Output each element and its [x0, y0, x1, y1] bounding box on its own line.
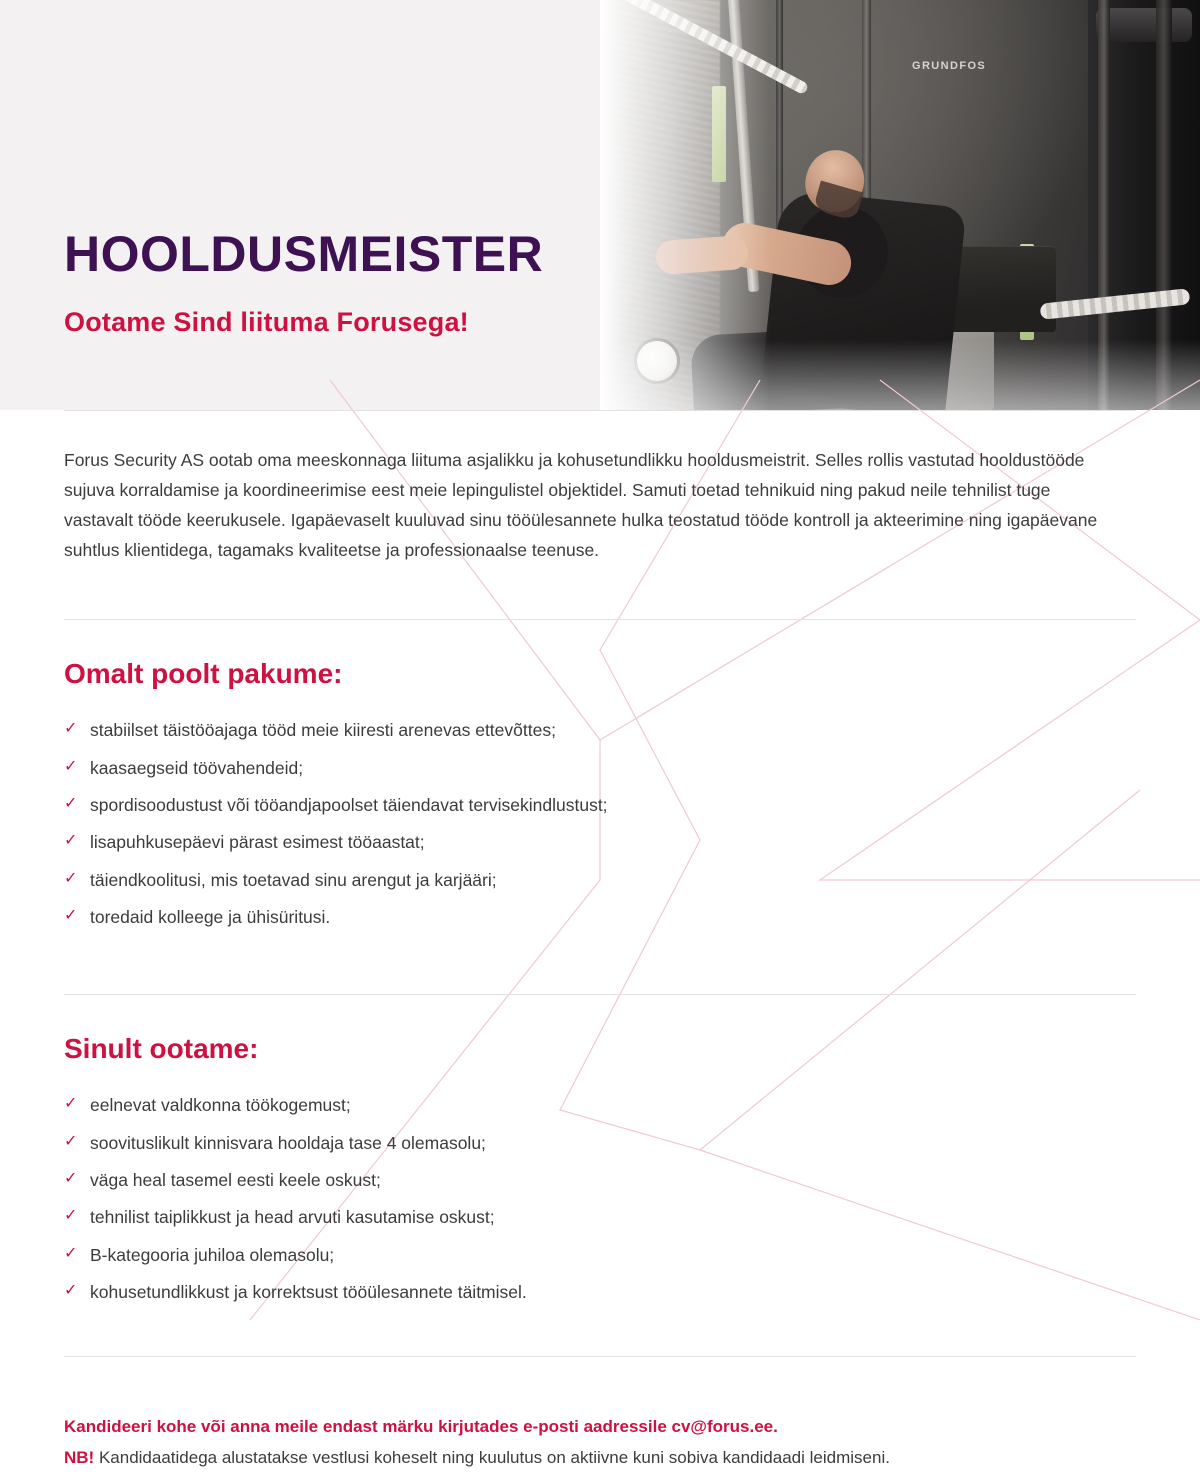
offer-list: [64, 716, 1136, 931]
spacer: [64, 565, 1136, 619]
apply-cta-suffix: .: [773, 1416, 778, 1436]
check-icon: ✓: [64, 1282, 78, 1300]
list-item-label: kohusetundlikkust ja korrektsust tööülesannete täitmisel.: [90, 1282, 527, 1303]
check-icon: ✓: [64, 907, 78, 925]
check-icon: ✓: [64, 1170, 78, 1188]
check-icon: ✓: [64, 795, 78, 813]
list-item-label: väga heal tasemel eesti keele oskust;: [90, 1170, 381, 1191]
list-item-label: toredaid kolleege ja ühisüritusi.: [90, 907, 331, 928]
list-item-label: täiendkoolitusi, mis toetavad sinu arengut ja karjääri;: [90, 869, 497, 890]
job-ad-content: [0, 410, 1200, 1472]
hero-photo: [600, 0, 1200, 410]
list-item-label: eelnevat valdkonna töökogemust;: [90, 1095, 351, 1116]
list-item: [64, 754, 1136, 782]
list-item-label: tehnilist taiplikkust ja head arvuti kasutamise oskust;: [90, 1207, 495, 1228]
page-title: HOOLDUSMEISTER: [64, 226, 544, 282]
list-item: [64, 1278, 1136, 1306]
apply-cta: [64, 1413, 1136, 1441]
photo-bottom-fade: [600, 340, 1200, 410]
email-link[interactable]: cv@forus.ee: [671, 1416, 774, 1436]
check-icon: ✓: [64, 832, 78, 850]
nb-label: NB!: [64, 1447, 95, 1467]
pump-brand-label: GRUNDFOS: [912, 60, 987, 72]
list-item-label: kaasaegseid töövahendeid;: [90, 757, 304, 778]
section-offer-title: Omalt poolt pakume:: [64, 658, 343, 690]
nb-note: [64, 1444, 1136, 1472]
apply-cta-text: Kandideeri kohe või anna meile endast märku kirjutades e-posti aadressile: [64, 1416, 672, 1436]
section-expect: [64, 1033, 1136, 1306]
list-item: [64, 791, 1136, 819]
list-item: [64, 1203, 1136, 1231]
check-icon: ✓: [64, 869, 78, 887]
list-item-label: B-kategooria juhiloa olemasolu;: [90, 1244, 335, 1265]
divider: [64, 410, 1136, 411]
intro-paragraph: Forus Security AS ootab oma meeskonnaga liituma asjalikku ja kohusetundlikku hooldusmeistrit. Selles rollis vastutad hooldustööde sujuva korraldamise ja koordineerimise eest meie lepingulistel objektidel. Samuti toetad tehnikuid ning pakud neile tehnilist tuge vastavalt tööde keerukusele. Igapäevaselt kuuluvad sinu tööülesannete hulka teostatud tööde kontroll ja akteerimine ning igapäevane suhtlus klientidega, tagamaks kvaliteetse ja professionaalse teenuse.: [64, 450, 1098, 561]
divider: [64, 619, 1136, 620]
check-icon: ✓: [64, 1207, 78, 1225]
check-icon: ✓: [64, 1095, 78, 1113]
divider: [64, 994, 1136, 995]
section-expect-title: Sinult ootame:: [64, 1033, 259, 1065]
list-item: [64, 1129, 1136, 1157]
spacer: [64, 1316, 1136, 1356]
footer-contact: [64, 1387, 1136, 1472]
nb-text: Kandidaatidega alustatakse vestlusi koheselt ning kuulutus on aktiivne kuni sobiva kandidaadi leidmiseni.: [94, 1447, 890, 1467]
expect-list: [64, 1091, 1136, 1306]
hero-text-block: [64, 228, 543, 338]
spacer: [64, 940, 1136, 994]
check-icon: ✓: [64, 757, 78, 775]
section-offer: [64, 658, 1136, 931]
list-item: [64, 1166, 1136, 1194]
list-item-label: lisapuhkusepäevi pärast esimest tööaastat;: [90, 832, 425, 853]
list-item-label: spordisoodustust või tööandjapoolset täiendavat tervisekindlustust;: [90, 795, 608, 816]
page-subtitle: Ootame Sind liituma Forusega!: [64, 307, 469, 337]
divider: [64, 1356, 1136, 1357]
list-item: [64, 716, 1136, 744]
check-icon: ✓: [64, 1244, 78, 1262]
list-item: [64, 1091, 1136, 1119]
tank-top-fitting: [1096, 8, 1192, 42]
list-item: [64, 866, 1136, 894]
hero-banner: [0, 0, 1200, 410]
list-item-label: stabiilset täistööajaga tööd meie kiiresti arenevas ettevõttes;: [90, 720, 556, 741]
list-item: [64, 903, 1136, 931]
list-item: [64, 1241, 1136, 1269]
list-item-label: soovituslikult kinnisvara hooldaja tase 4 olemasolu;: [90, 1132, 486, 1153]
check-icon: ✓: [64, 720, 78, 738]
list-item: [64, 828, 1136, 856]
check-icon: ✓: [64, 1132, 78, 1150]
